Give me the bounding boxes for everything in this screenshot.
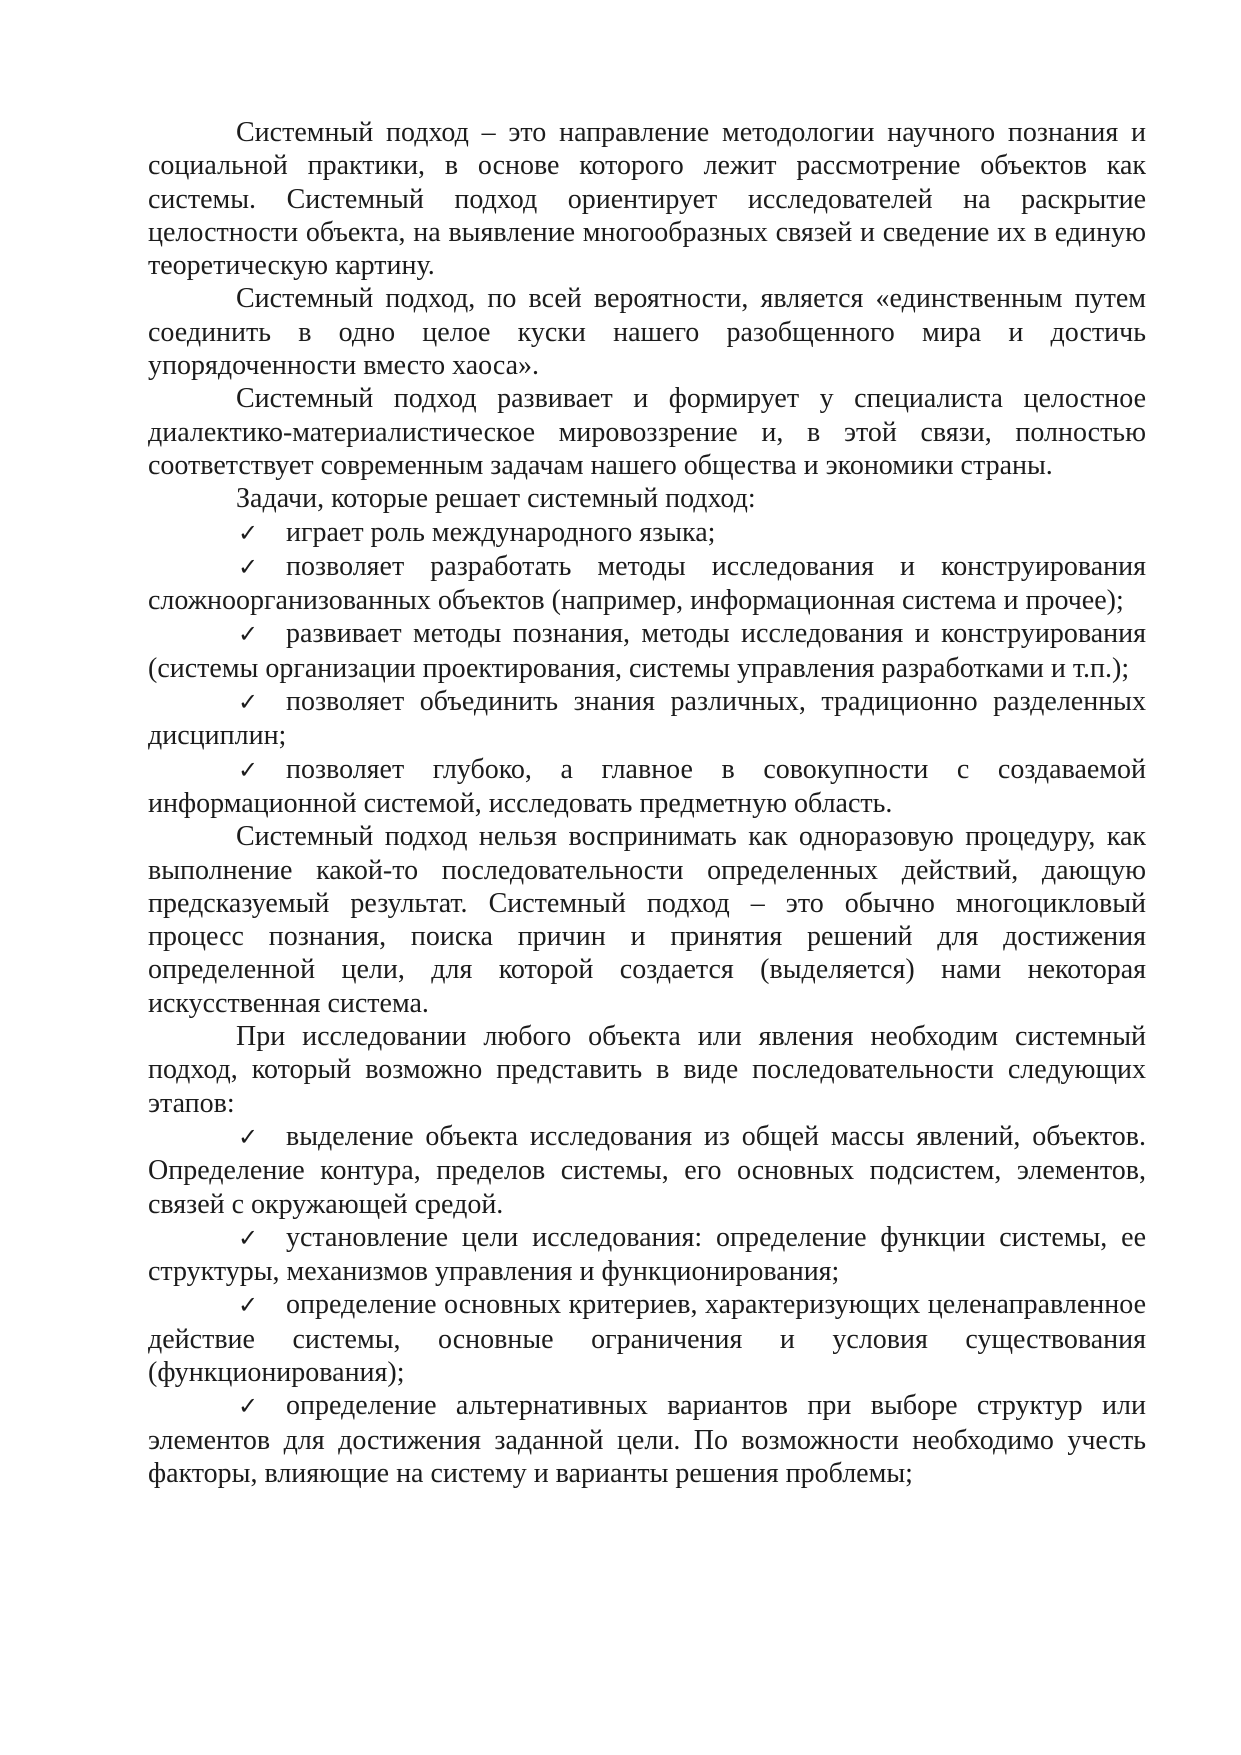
task-list-item [148, 753, 1146, 821]
paragraph-worldview: Системный подход развивает и формирует у специалиста целостное диалектико-материалистическое мировоззрение и, в этой связи, полностью соответствует современным задачам нашего общества и экономики страны. [148, 383, 1146, 481]
checkmark-icon: ✓ [238, 1223, 259, 1252]
checkmark-icon: ✓ [238, 1291, 259, 1320]
checkmark-icon: ✓ [238, 552, 259, 581]
checkmark-icon: ✓ [238, 620, 259, 649]
document-body [148, 116, 1146, 1490]
stage-list-item [148, 1221, 1146, 1289]
list-item-text: установление цели исследования: определение функции системы, ее структуры, механизмов управления и функционирования; [148, 1221, 1146, 1288]
checkmark-icon: ✓ [238, 755, 259, 784]
paragraph-intro: Системный подход – это направление методологии научного познания и социальной практики, в основе которого лежит рассмотрение объектов как системы. Системный подход ориентирует исследователей на раскрытие целостности объекта, на выявление многообразных связей и сведение их в единую теоретическую картину. [148, 117, 1146, 282]
checkmark-icon: ✓ [238, 688, 259, 717]
list-item-text: выделение объекта исследования из общей массы явлений, объектов. Определение контура, пределов системы, его основных подсистем, элементов, связей с окружающей средой. [148, 1120, 1146, 1220]
list-item-text: играет роль международного языка; [286, 516, 716, 548]
list-item-text: позволяет объединить знания различных, традиционно разделенных дисциплин; [148, 686, 1146, 752]
task-list-item [148, 550, 1146, 618]
checkmark-icon: ✓ [238, 1392, 259, 1421]
list-item-text: позволяет разработать методы исследования и конструирования сложноорганизованных объектов (например, информационная система и прочее); [148, 550, 1146, 617]
list-item-text: определение основных критериев, характеризующих целенаправленное действие системы, основные ограничения и условия существования (функционирования); [148, 1289, 1146, 1388]
paragraph-process: Системный подход нельзя воспринимать как одноразовую процедуру, как выполнение какой-то последовательности определенных действий, дающую предсказуемый результат. Системный подход – это обычно многоцикловый процесс познания, поиска причин и принятия решений для достижения определенной цели, для которой создается (выделяется) нами некоторая искусственная система. [148, 821, 1146, 1019]
list-item-text: определение альтернативных вариантов при выборе структур или элементов для достижения заданной цели. По возможности необходимо учесть факторы, влияющие на систему и варианты решения проблемы; [148, 1390, 1146, 1489]
stage-list-item [148, 1120, 1146, 1221]
task-list-item [148, 516, 1146, 550]
stage-list-item [148, 1389, 1146, 1490]
stage-list-item [148, 1288, 1146, 1389]
paragraph-tasks-heading: Задачи, которые решает системный подход: [236, 483, 756, 515]
task-list-item [148, 685, 1146, 753]
paragraph-stages-heading: При исследовании любого объекта или явления необходим системный подход, который возможно представить в виде последовательности следующих этапов: [148, 1021, 1146, 1119]
list-item-text: позволяет глубоко, а главное в совокупности с создаваемой информационной системой, исследовать предметную область. [148, 753, 1146, 819]
checkmark-icon: ✓ [238, 518, 259, 547]
paragraph-quote: Системный подход, по всей вероятности, является «единственным путем соединить в одно целое куски нашего разобщенного мира и достичь упорядоченности вместо хаоса». [148, 283, 1146, 382]
list-item-text: развивает методы познания, методы исследования и конструирования (системы организации проектирования, системы управления разработками и т.п.); [148, 618, 1146, 684]
checkmark-icon: ✓ [238, 1122, 259, 1151]
task-list-item [148, 617, 1146, 685]
